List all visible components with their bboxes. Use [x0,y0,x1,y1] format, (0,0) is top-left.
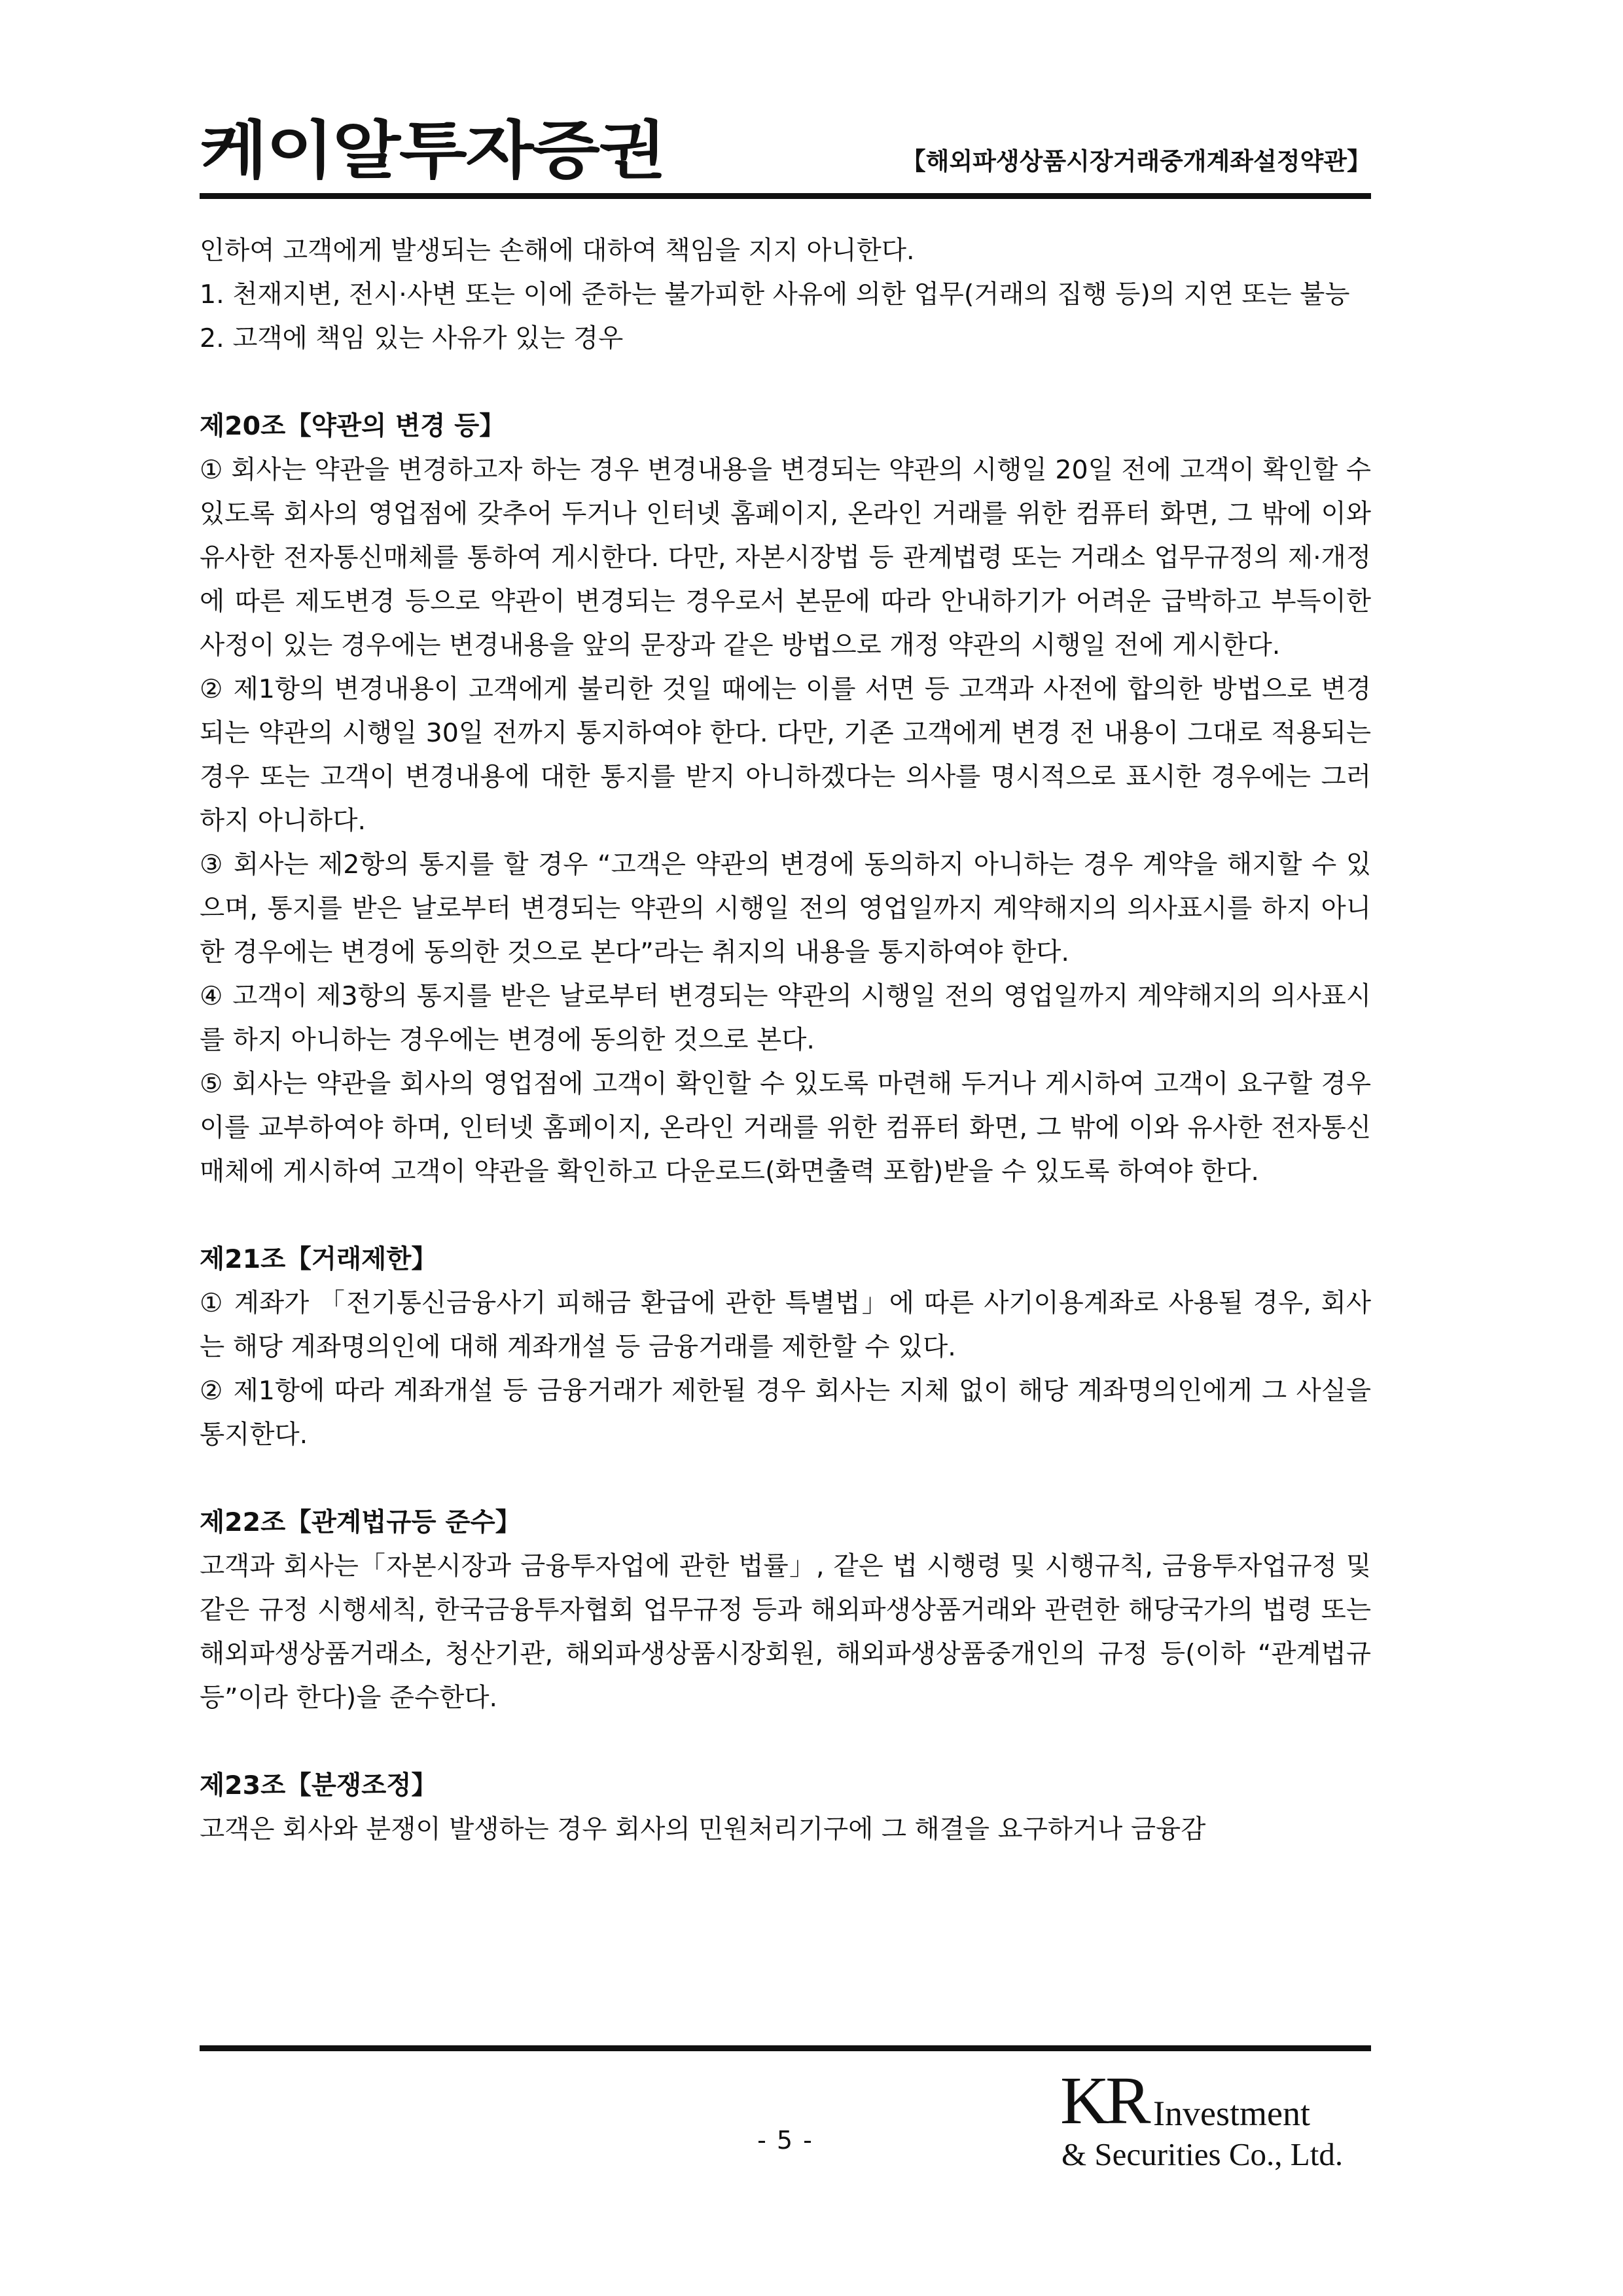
logo-kr-text: KR [1060,2063,1147,2138]
header-divider [200,193,1371,199]
article-clause: ⑤ 회사는 약관을 회사의 영업점에 고객이 확인할 수 있도록 마련해 두거나 게시하여 고객이 요구할 경우 이를 교부하여야 하며, 인터넷 홈페이지, 온라인 거래를 위한 컴퓨터 화면, 그 밖에 이와 유사한 전자통신매체에 게시하여 고객이 약관을 확인하고 다운로드(화면출력 포함)받을 수 있도록 하여야 한다. [200,1069,1371,1187]
article-heading-22: 제22조【관계법규등 준수】 [200,1507,522,1537]
logo-investment-text: Investment [1153,2094,1310,2133]
logo-securities-text: & Securities Co., Ltd. [1061,2136,1344,2172]
list-item: 2. 고객에 책임 있는 사유가 있는 경우 [200,323,624,353]
article-heading-21: 제21조【거래제한】 [200,1244,437,1274]
article-clause: ④ 고객이 제3항의 통지를 받은 날로부터 변경되는 약관의 시행일 전의 영업일까지 계약해지의 의사표시를 하지 아니하는 경우에는 변경에 동의한 것으로 본다. [200,981,1371,1055]
article-clause: ② 제1항에 따라 계좌개설 등 금융거래가 제한될 경우 회사는 지체 없이 해당 계좌명의인에게 그 사실을 통지한다. [200,1376,1371,1450]
article-clause: ① 회사는 약관을 변경하고자 하는 경우 변경내용을 변경되는 약관의 시행일 20일 전에 고객이 확인할 수 있도록 회사의 영업점에 갖추어 두거나 인터넷 홈페이지, 온라인 거래를 위한 컴퓨터 화면, 그 밖에 이와 유사한 전자통신매체를 통하여 게시한다. 다만, 자본시장법 등 관계법령 또는 거래소 업무규정의 제·개정에 따른 제도변경 등으로 약관이 변경되는 경우로서 본문에 따라 안내하기가 어려운 급박하고 부득이한 사정이 있는 경우에는 변경내용을 앞의 문장과 같은 방법으로 개정 약관의 시행일 전에 게시한다. [200,455,1371,660]
article-clause: 고객은 회사와 분쟁이 발생하는 경우 회사의 민원처리기구에 그 해결을 요구하거나 금융감 [200,1814,1206,1844]
page-number: - 5 - [757,2126,813,2155]
document-title: 【해외파생상품시장거래중개계좌설정약관】 [901,147,1371,175]
article-clause: ③ 회사는 제2항의 통지를 할 경우 “고객은 약관의 변경에 동의하지 아니하는 경우 계약을 해지할 수 있으며, 통지를 받은 날로부터 변경되는 약관의 시행일 전의 영업일까지 계약해지의 의사표시를 하지 아니한 경우에는 변경에 동의한 것으로 본다”라는 취지의 내용을 통지하여야 한다. [200,850,1371,967]
company-logo: 케이알투자증권 [200,114,666,187]
article-heading-20: 제20조【약관의 변경 등】 [200,411,505,441]
article-clause: 고객과 회사는「자본시장과 금융투자업에 관한 법률」, 같은 법 시행령 및 시행규칙, 금융투자업규정 및 같은 규정 시행세칙, 한국금융투자협회 업무규정 등과 해외파생상품거래와 관련한 해당국가의 법령 또는 해외파생상품거래소, 청산기관, 해외파생상품시장회원, 해외파생상품중개인의 규정 등(이하 “관계법규등”이라 한다)을 준수한다. [200,1551,1371,1713]
article-heading-23: 제23조【분쟁조정】 [200,1770,437,1801]
article-clause: ② 제1항의 변경내용이 고객에게 불리한 것일 때에는 이를 서면 등 고객과 사전에 합의한 방법으로 변경되는 약관의 시행일 30일 전까지 통지하여야 한다. 다만, 기존 고객에게 변경 전 내용이 그대로 적용되는 경우 또는 고객이 변경내용에 대한 통지를 받지 아니하겠다는 의사를 명시적으로 표시한 경우에는 그러하지 아니하다. [200,674,1371,836]
footer-divider [200,2045,1371,2051]
body-paragraph: 인하여 고객에게 발생되는 손해에 대하여 책임을 지지 아니한다. [200,236,915,266]
article-clause: ① 계좌가 「전기통신금융사기 피해금 환급에 관한 특별법」에 따른 사기이용계좌로 사용될 경우, 회사는 해당 계좌명의인에 대해 계좌개설 등 금융거래를 제한할 수 있다. [200,1288,1371,1362]
page-header [200,111,1371,203]
document-body [200,229,1371,1852]
footer-company-logo [1060,2062,1368,2179]
list-item: 1. 천재지변, 전시·사변 또는 이에 준하는 불가피한 사유에 의한 업무(거래의 집행 등)의 지연 또는 불능 [200,279,1350,310]
